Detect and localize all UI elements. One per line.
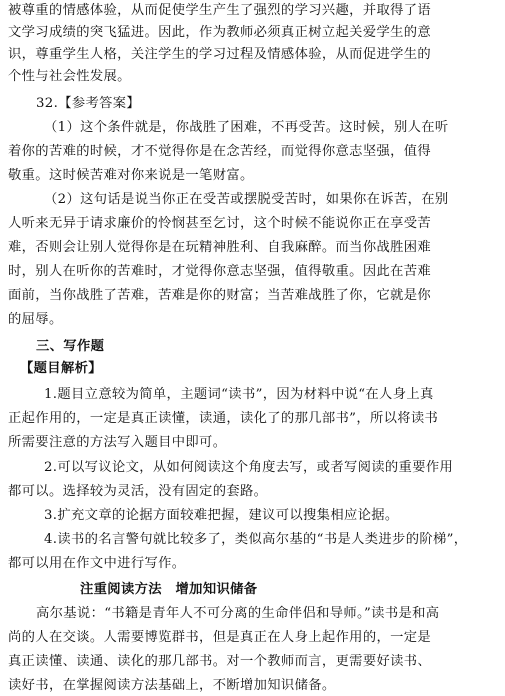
answer-line: 时，别人在听你的苦难时，才觉得你意志坚强，值得敬重。因此在苦难: [8, 264, 432, 279]
answer-line: 面前，当你战胜了苦难，苦难是你的财富；当苦难战胜了你，它就是你: [8, 288, 432, 303]
writing-line: 所需要注意的方法写入题目中即可。: [8, 435, 227, 450]
writing-line: 都可以用在作文中进行写作。: [8, 556, 186, 571]
writing-line: 都可以。选择较为灵活，没有固定的套路。: [8, 484, 268, 499]
writing-line: 4.读书的名言警句就比较多了，类似高尔基的“书是人类进步的阶梯”，: [44, 532, 468, 547]
answer-line: （1）这个条件就是，你战胜了困难，不再受苦。这时候，别人在听: [44, 120, 449, 135]
answer-line: 着你的苦难的时候，才不觉得你是在念苦经，而觉得你意志坚强，值得: [8, 144, 432, 159]
writing-line: 2.可以写议论文，从如何阅读这个角度去写，或者写阅读的重要作用: [44, 460, 454, 475]
body-line: 文学习成绩的突飞猛进。因此，作为教师必须真正树立起关爱学生的意: [8, 25, 432, 40]
essay-line: 真正读懂、读通、读化的那几部书。对一个教师而言，更需要好读书、: [8, 654, 432, 669]
section-heading: 三、写作题: [36, 339, 105, 354]
answer-line: 人听来无异于请求廉价的怜悯甚至乞讨，这个时候不能说你正在享受苦: [8, 216, 432, 231]
answer-number: 32.: [36, 96, 59, 111]
writing-line: 1.题目立意较为简单，主题词“读书”，因为材料中说“在人身上真: [44, 387, 434, 402]
essay-line: 读好书，在掌握阅读方法基础上，不断增加知识储备。: [8, 678, 336, 693]
writing-line: 3.扩充文章的论据方面较难把握，建议可以搜集相应论据。: [44, 508, 399, 523]
answer-line: 敬重。这时候苦难对你来说是一笔财富。: [8, 168, 254, 183]
body-line: 个性与社会性发展。: [8, 69, 131, 84]
answer-line: 难，否则会让别人觉得你是在玩精神胜利、自我麻醉。而当你战胜困难: [8, 240, 432, 255]
answer-line: 的屈辱。: [8, 312, 63, 327]
section-subheading: 【题目解析】: [20, 361, 102, 376]
writing-line: 正起作用的，一定是真正读懂，读通，读化了的那几部书”，所以将读书: [8, 411, 439, 426]
body-line: 被尊重的情感体验，从而促使学生产生了强烈的学习兴趣，并取得了语: [8, 3, 432, 18]
answer-heading: [36, 94, 500, 114]
answer-title: 【参考答案】: [58, 96, 141, 111]
essay-line: 高尔基说：“书籍是青年人不可分离的生命伴侣和导师。”读书是和高: [36, 606, 440, 621]
essay-line: 尚的人在交谈。人需要博览群书，但是真正在人身上起作用的，一定是: [8, 630, 432, 645]
answer-line: （2）这句话是说当你正在受苦或摆脱受苦时，如果你在诉苦，在别: [44, 192, 449, 207]
essay-title: 注重阅读方法 增加知识储备: [80, 582, 258, 597]
body-line: 识，尊重学生人格，关注学生的学习过程及情感体验，从而促进学生的: [8, 47, 432, 62]
